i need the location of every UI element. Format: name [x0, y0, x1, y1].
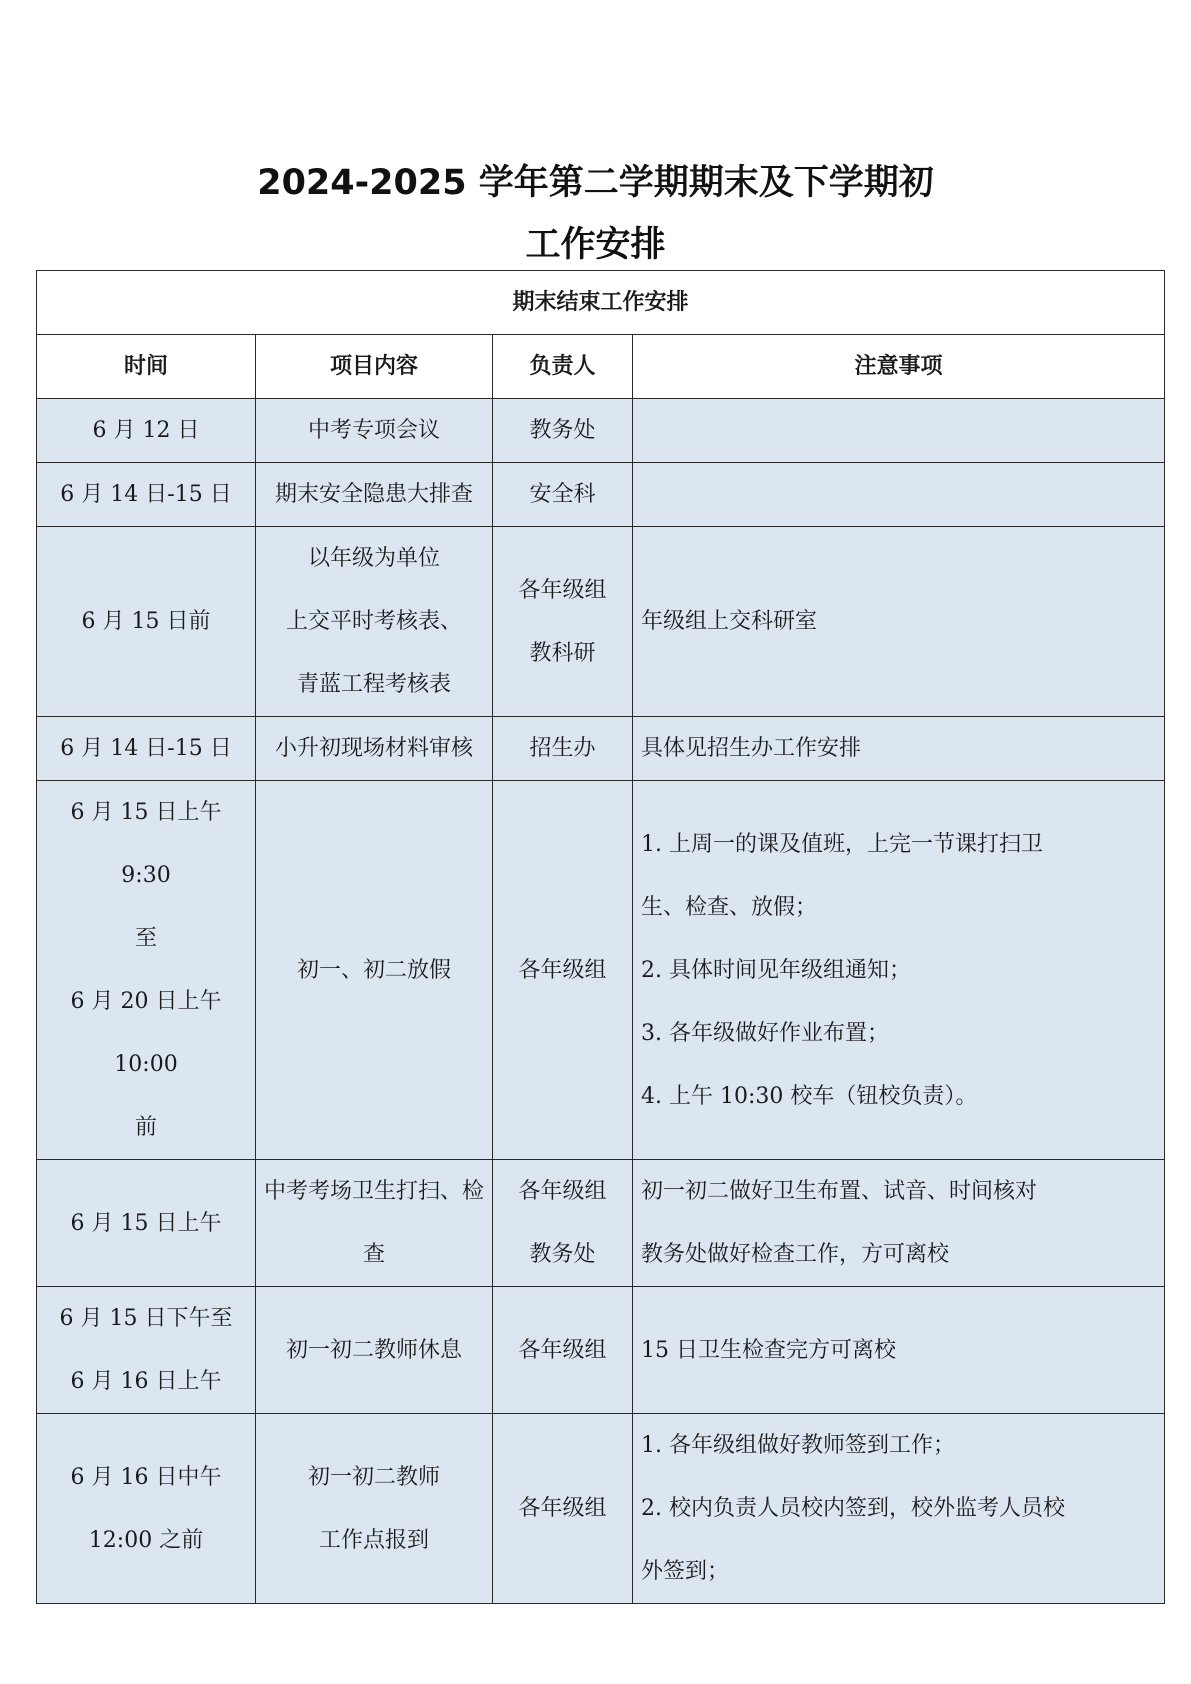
- cell-time-line: 6 月 12 日: [92, 418, 200, 443]
- cell-content-line: 查: [362, 1242, 385, 1267]
- cell-time: [37, 399, 256, 463]
- cell-owner: [493, 1160, 633, 1287]
- header-time: 时间: [37, 335, 256, 399]
- cell-owner-line: 各年级组: [518, 1496, 607, 1521]
- section-title: 期末结束工作安排: [37, 271, 1165, 335]
- table-row: [37, 1414, 1165, 1604]
- cell-content-line: 初一初二教师: [307, 1464, 440, 1490]
- table-row: [37, 527, 1165, 717]
- cell-content-line: 期末安全隐患大排查: [274, 482, 473, 507]
- header-content: 项目内容: [256, 335, 493, 399]
- cell-owner: [493, 527, 633, 717]
- table-row: [37, 399, 1165, 463]
- header-owner: 负责人: [493, 335, 633, 399]
- cell-owner: [493, 399, 633, 463]
- cell-owner-line: 安全科: [529, 482, 596, 507]
- cell-content: [256, 1414, 493, 1604]
- cell-notes-line: 2. 具体时间见年级组通知；: [641, 957, 911, 983]
- cell-notes-line: 具体见招生办工作安排: [641, 736, 862, 761]
- cell-owner-line: 教务处: [529, 1242, 596, 1267]
- cell-time-line: 6 月 16 日上午: [70, 1369, 222, 1394]
- cell-time-line: 6 月 16 日中午: [70, 1464, 222, 1490]
- cell-notes-line: 生、检查、放假；: [641, 894, 818, 920]
- cell-owner-line: 招生办: [529, 736, 596, 761]
- cell-notes-line: 1. 上周一的课及值班，上完一节课打扫卫: [641, 831, 1043, 857]
- cell-notes: [633, 717, 1165, 781]
- cell-notes-line: 2. 校内负责人员校内签到，校外监考人员校: [641, 1496, 1065, 1521]
- cell-content-line: 上交平时考核表、: [285, 609, 462, 634]
- cell-content-line: 中考考场卫生打扫、检: [264, 1179, 485, 1204]
- cell-owner: [493, 463, 633, 527]
- cell-content: [256, 781, 493, 1160]
- cell-notes: [633, 527, 1165, 717]
- cell-time-line: 6 月 15 日上午 9:30: [70, 800, 222, 888]
- cell-content: [256, 717, 493, 781]
- cell-content: [256, 463, 493, 527]
- cell-notes: [633, 463, 1165, 527]
- header-notes: 注意事项: [633, 335, 1165, 399]
- cell-content-line: 初一初二教师休息: [285, 1337, 462, 1363]
- cell-owner-line: 教务处: [529, 418, 596, 443]
- cell-notes: [633, 399, 1165, 463]
- schedule-table: [36, 270, 1165, 1604]
- cell-time-line: 6 月 14 日-15 日: [60, 736, 232, 761]
- table-row: [37, 1160, 1165, 1287]
- cell-owner-line: 教科研: [529, 640, 596, 666]
- cell-notes: [633, 1414, 1165, 1604]
- cell-content: [256, 1287, 493, 1414]
- cell-time-line: 6 月 14 日-15 日: [60, 482, 232, 507]
- table-row: [37, 717, 1165, 781]
- table-row: [37, 781, 1165, 1160]
- cell-time: [37, 1160, 256, 1287]
- cell-content-line: 中考专项会议: [307, 418, 440, 443]
- cell-owner: [493, 1287, 633, 1414]
- cell-time: [37, 1287, 256, 1414]
- cell-time-line: 6 月 15 日前: [81, 609, 211, 634]
- cell-notes-line: 3. 各年级做好作业布置；: [641, 1020, 889, 1046]
- cell-notes-line: 年级组上交科研室: [641, 609, 818, 634]
- cell-notes-line: 15 日卫生检查完方可离校: [641, 1337, 896, 1363]
- cell-owner: [493, 717, 633, 781]
- cell-content-line: 小升初现场材料审核: [274, 736, 473, 761]
- cell-time-line: 前: [134, 1115, 157, 1140]
- cell-time-line: 6 月 20 日上午 10:00: [70, 989, 222, 1077]
- cell-notes-line: 教务处做好检查工作，方可离校: [641, 1242, 950, 1267]
- cell-owner-line: 各年级组: [518, 577, 607, 603]
- cell-owner-line: 各年级组: [518, 1337, 607, 1363]
- cell-time-line: 12:00 之前: [88, 1527, 204, 1553]
- cell-notes: [633, 781, 1165, 1160]
- cell-time-line: 6 月 15 日下午至: [59, 1306, 233, 1331]
- cell-time-line: 至: [134, 926, 157, 951]
- cell-notes-line: 外签到；: [641, 1559, 730, 1584]
- cell-notes-line: 4. 上午 10:30 校车（钮校负责）。: [641, 1083, 978, 1109]
- document-title: 2024-2025 学年第二学期期末及下学期初: [257, 163, 934, 203]
- cell-content-line: 以年级为单位: [307, 546, 440, 571]
- cell-owner-line: 各年级组: [518, 1179, 607, 1204]
- cell-content: [256, 1160, 493, 1287]
- cell-content-line: 初一、初二放假: [296, 957, 451, 983]
- cell-notes: [633, 1160, 1165, 1287]
- table-row: [37, 1287, 1165, 1414]
- cell-content-line: 青蓝工程考核表: [296, 672, 451, 697]
- cell-time: [37, 781, 256, 1160]
- cell-owner: [493, 781, 633, 1160]
- cell-notes: [633, 1287, 1165, 1414]
- cell-time: [37, 717, 256, 781]
- cell-owner: [493, 1414, 633, 1604]
- cell-time: [37, 527, 256, 717]
- cell-content-line: 工作点报到: [318, 1527, 429, 1553]
- cell-content: [256, 527, 493, 717]
- cell-notes-line: 初一初二做好卫生布置、试音、时间核对: [641, 1179, 1038, 1204]
- cell-content: [256, 399, 493, 463]
- cell-time: [37, 463, 256, 527]
- cell-time: [37, 1414, 256, 1604]
- table-row: [37, 463, 1165, 527]
- cell-notes-line: 1. 各年级组做好教师签到工作；: [641, 1433, 955, 1458]
- cell-owner-line: 各年级组: [518, 957, 607, 983]
- document-subtitle: 工作安排: [525, 225, 666, 265]
- cell-time-line: 6 月 15 日上午: [70, 1210, 222, 1236]
